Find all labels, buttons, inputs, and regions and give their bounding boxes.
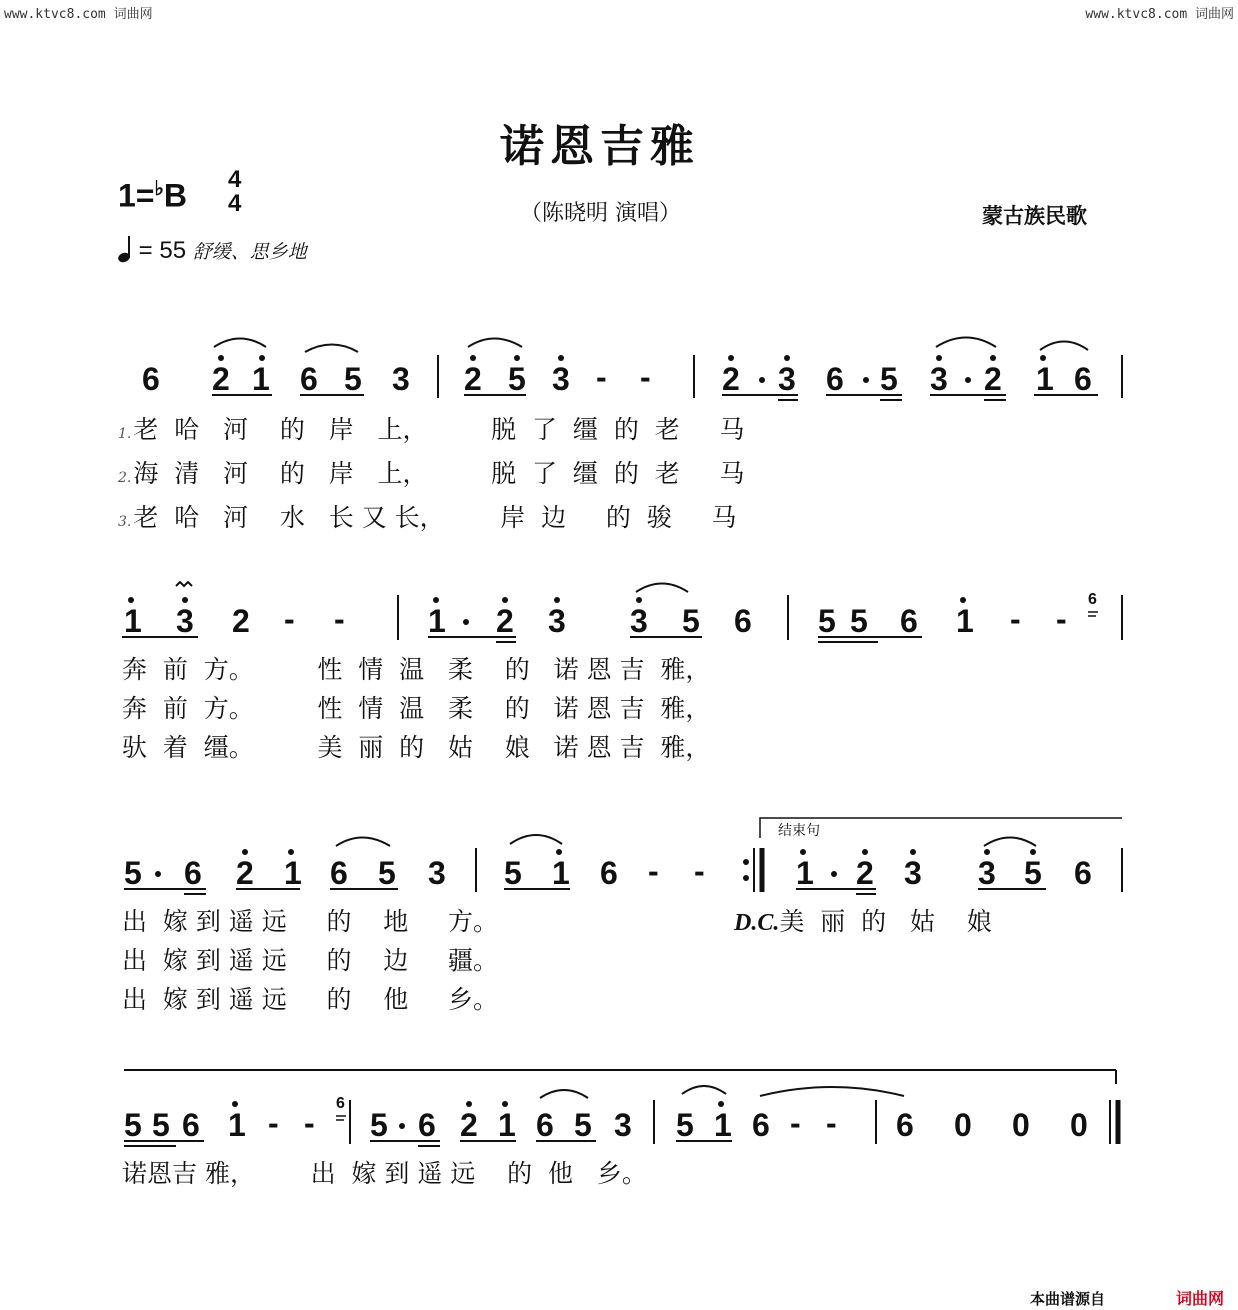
svg-text:-: - [268, 1105, 279, 1141]
lyric-line: 1.老 哈 河 的 岸 上， 脱 了 缰 的 老 马 [118, 415, 745, 444]
svg-text:3: 3 [904, 855, 922, 891]
note: 6 [300, 361, 318, 397]
lyric-line: 出 嫁 到 遥 远 的 他 乡。 [122, 985, 498, 1014]
svg-text:6: 6 [900, 603, 918, 639]
octave-dot [784, 355, 790, 361]
note: 6 [142, 361, 160, 397]
octave-dot [936, 355, 942, 361]
note: 6 [1074, 361, 1092, 397]
svg-text:6: 6 [600, 855, 618, 891]
lyric-line: 诺恩吉 雅， 出 嫁 到 遥 远 的 他 乡。 [122, 1159, 647, 1188]
svg-text:3: 3 [614, 1107, 632, 1143]
footer-source: 本曲谱源自 [1030, 1290, 1106, 1308]
note: 2 [212, 361, 230, 397]
key-note: B [163, 177, 188, 214]
note: 1 [124, 603, 142, 639]
time-denominator: 4 [228, 190, 242, 217]
lyric-line: 驮 着 缰。 美 丽 的 姑 娘 诺 恩 吉 雅， [122, 733, 711, 762]
svg-text:5: 5 [574, 1107, 592, 1143]
svg-text:1: 1 [284, 855, 302, 891]
svg-text:-: - [1056, 601, 1067, 637]
tempo-value: = 55 [138, 237, 187, 264]
dash: - [640, 359, 651, 395]
note: 1 [1036, 361, 1054, 397]
svg-text:5: 5 [1024, 855, 1042, 891]
svg-text:6: 6 [896, 1107, 914, 1143]
flat-symbol: ♭ [154, 178, 164, 200]
octave-dot [259, 355, 265, 361]
dot [863, 377, 869, 383]
lyrics-row-3 [122, 902, 498, 1019]
octave-dot [728, 355, 734, 361]
note: 5 [508, 361, 526, 397]
note: 3 [176, 603, 194, 639]
svg-text:-: - [304, 1105, 315, 1141]
key-prefix: 1= [118, 177, 155, 214]
dc-lyric: 美 丽 的 姑 娘 [779, 907, 992, 936]
svg-text:3: 3 [548, 603, 566, 639]
note: 3 [778, 361, 796, 397]
svg-text:-: - [334, 601, 345, 637]
svg-text:1: 1 [428, 603, 446, 639]
svg-text:6: 6 [1088, 591, 1097, 608]
dot [759, 377, 765, 383]
time-numerator: 4 [228, 166, 242, 193]
svg-text:-: - [648, 853, 659, 889]
slur [1040, 342, 1088, 351]
svg-text:3: 3 [978, 855, 996, 891]
svg-text:5: 5 [124, 855, 142, 891]
note: 6 [826, 361, 844, 397]
svg-text:6: 6 [184, 855, 202, 891]
lyrics-row-4 [122, 1154, 647, 1193]
tempo-hint: 舒缓、思乡地 [192, 242, 307, 263]
mordent-icon [176, 582, 192, 586]
slur [468, 339, 522, 348]
dc-section [734, 902, 992, 944]
svg-text:5: 5 [676, 1107, 694, 1143]
svg-text:1: 1 [552, 855, 570, 891]
svg-text:6: 6 [330, 855, 348, 891]
dash: - [596, 359, 607, 395]
svg-text:1: 1 [796, 855, 814, 891]
note: 2 [722, 361, 740, 397]
lyrics-row-1 [118, 410, 744, 542]
lyric-line: 3.老 哈 河 水 长 又 长， 岸 边 的 骏 马 [118, 503, 737, 532]
lyric-line: 2.海 清 河 的 岸 上， 脱 了 缰 的 老 马 [118, 459, 745, 488]
svg-text:3: 3 [630, 603, 648, 639]
lyrics-row-2 [122, 650, 710, 767]
svg-text:5: 5 [504, 855, 522, 891]
svg-text:5: 5 [124, 1107, 142, 1143]
svg-text:3: 3 [428, 855, 446, 891]
note: 1 [252, 361, 270, 397]
note: 5 [880, 361, 898, 397]
song-origin: 蒙古族民歌 [982, 204, 1087, 228]
watermark-right: www.ktvc8.com 词曲网 [1085, 7, 1234, 22]
svg-text:1: 1 [956, 603, 974, 639]
svg-text:-: - [826, 1105, 837, 1141]
svg-text:0: 0 [954, 1107, 972, 1143]
footer-brand-logo[interactable]: 词曲网 [1176, 1289, 1225, 1308]
slur [305, 345, 358, 353]
octave-dot [1040, 355, 1046, 361]
svg-text:2: 2 [856, 855, 874, 891]
tie [760, 1087, 904, 1096]
svg-text:5: 5 [378, 855, 396, 891]
svg-text:0: 0 [1012, 1107, 1030, 1143]
note: 3 [930, 361, 948, 397]
dc-marking: D.C. [734, 910, 780, 936]
dot [965, 377, 971, 383]
svg-text:2: 2 [496, 603, 514, 639]
svg-text:5: 5 [370, 1107, 388, 1143]
svg-text:5: 5 [152, 1107, 170, 1143]
svg-text:6: 6 [536, 1107, 554, 1143]
svg-text:5: 5 [818, 603, 836, 639]
note: 2 [984, 361, 1002, 397]
svg-text:-: - [790, 1105, 801, 1141]
lyric-line: 奔 前 方。 性 情 温 柔 的 诺 恩 吉 雅， [122, 694, 711, 723]
ending-label: 结束句 [778, 823, 820, 839]
lyric-line: 出 嫁 到 遥 远 的 边 疆。 [122, 946, 498, 975]
note: 3 [552, 361, 570, 397]
slur [214, 339, 266, 348]
svg-text:-: - [694, 853, 705, 889]
song-title: 诺恩吉雅 [500, 121, 700, 172]
svg-text:6: 6 [182, 1107, 200, 1143]
svg-text:1: 1 [714, 1107, 732, 1143]
octave-dot [558, 355, 564, 361]
lyric-line: 出 嫁 到 遥 远 的 地 方。 [122, 907, 498, 936]
svg-text:-: - [1010, 601, 1021, 637]
octave-dot [218, 355, 224, 361]
svg-text:1: 1 [228, 1107, 246, 1143]
svg-text:5: 5 [682, 603, 700, 639]
note: 3 [392, 361, 410, 397]
note: 2 [464, 361, 482, 397]
svg-text:6: 6 [734, 603, 752, 639]
octave-dot [514, 355, 520, 361]
slur [936, 338, 996, 348]
note: 2 [232, 603, 250, 639]
svg-text:5: 5 [850, 603, 868, 639]
octave-dot [470, 355, 476, 361]
svg-text:6: 6 [752, 1107, 770, 1143]
note: 5 [344, 361, 362, 397]
lyric-line: 奔 前 方。 性 情 温 柔 的 诺 恩 吉 雅， [122, 655, 711, 684]
octave-dot [990, 355, 996, 361]
svg-text:-: - [284, 601, 295, 637]
svg-text:2: 2 [236, 855, 254, 891]
performer: （陈晓明 演唱） [520, 201, 681, 226]
svg-text:6: 6 [418, 1107, 436, 1143]
watermark-left: www.ktvc8.com 词曲网 [4, 7, 153, 22]
svg-text:6: 6 [1074, 855, 1092, 891]
svg-text:6: 6 [336, 1095, 345, 1112]
svg-text:2: 2 [460, 1107, 478, 1143]
svg-text:1: 1 [498, 1107, 516, 1143]
svg-text:0: 0 [1070, 1107, 1088, 1143]
